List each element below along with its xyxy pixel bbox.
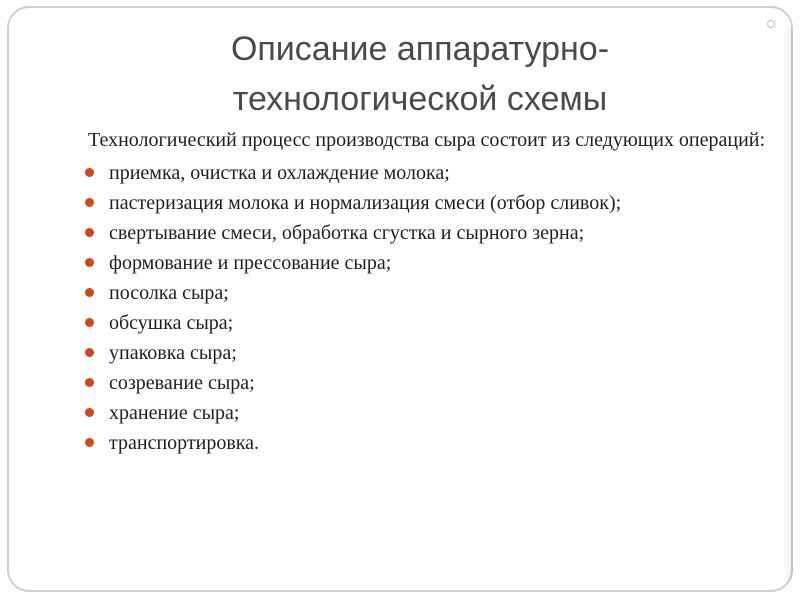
list-item [78,398,768,428]
list-item-text: созревание сыра; [109,372,255,394]
list-item-text: свертывание смеси, обработка сгустка и сырного зерна; [109,222,585,244]
bullet-icon [85,378,94,387]
bullet-icon [85,288,94,297]
list-item-text: обсушка сыра; [109,312,234,334]
bullet-icon [85,318,94,327]
list-item [78,338,768,368]
intro-text: Технологический процесс производства сыра состоит из следующих операций: [88,129,766,151]
list-item-text: посолка сыра; [109,282,229,304]
list-item [78,308,768,338]
corner-circle-icon [767,20,775,28]
list-item-text: формование и прессование сыра; [109,252,392,274]
list-item-text: хранение сыра; [109,402,240,424]
title-line-2: технологической схемы [232,80,608,118]
list-item [78,158,768,188]
bullet-icon [85,348,94,357]
bullet-icon [85,258,94,267]
bullet-icon [85,198,94,207]
slide-title [120,24,720,124]
slide-body [78,128,768,458]
operations-list [78,158,768,458]
list-item [78,188,768,218]
list-item-text: упаковка сыра; [109,342,237,364]
list-item [78,218,768,248]
list-item-text: пастеризация молока и нормализация смеси (отбор сливок); [109,192,622,214]
bullet-icon [85,228,94,237]
list-item [78,278,768,308]
title-line-1: Описание аппаратурно- [230,30,610,68]
bullet-icon [85,168,94,177]
list-item-text: транспортировка. [109,432,260,454]
list-item [78,428,768,458]
frame-shadow [783,24,793,584]
list-item-text: приемка, очистка и охлаждение молока; [109,162,450,184]
list-item [78,368,768,398]
bullet-icon [85,408,94,417]
bullet-icon [85,438,94,447]
list-item [78,248,768,278]
